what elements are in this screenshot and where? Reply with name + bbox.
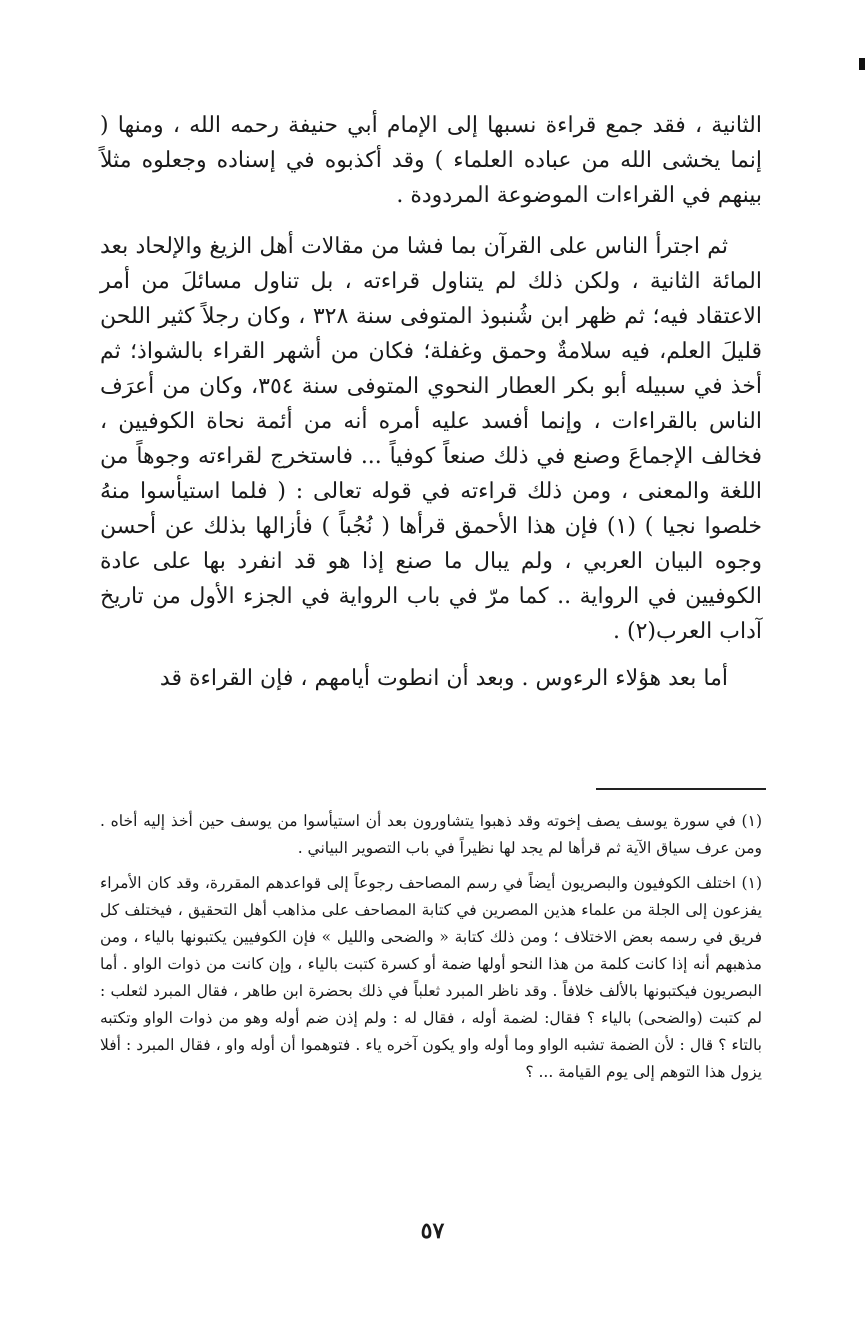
footnote-separator [596, 788, 766, 790]
page-number: ٥٧ [420, 1218, 445, 1244]
paragraph-1: الثانية ، فقد جمع قراءة نسبها إلى الإمام أبي حنيفة رحمه الله ، ومنها ( إنما يخشى الله من عباده العلماء ) وقد أكذبوه في إسناده وجعلوه مثلاً بينهم في القراءات الموضوعة المردودة . [100, 113, 762, 208]
paragraph-3: أما بعد هؤلاء الرءوس . وبعد أن انطوت أيامهم ، فإن القراءة قد [159, 666, 728, 691]
paragraph-2: ثم اجترأ الناس على القرآن بما فشا من مقالات أهل الزيغ والإلحاد بعد المائة الثانية ، ولكن ذلك لم يتناول قراءته ، بل تناول مسائلَ من أمر الاعتقاد فيه؛ ثم ظهر ابن شُنبوذ المتوفى سنة ٣٢٨ ، وكان رجلاً كثير اللحن قليلَ العلم، فيه سلامةٌ وحمق وغفلة؛ فكان من أشهر القراء بالشواذ؛ ثم أخذ في سبيله أبو بكر العطار النحوي المتوفى سنة ٣٥٤، وكان من أعرَف الناس بالقراءات ، وإنما أفسد عليه أمره أنه من أئمة نحاة الكوفيين ، فخالف الإجماعَ وصنع في ذلك صنعاً كوفياً ... فاستخرج لقراءته وجوهاً من اللغة والمعنى ، ومن ذلك قراءته في قوله تعالى : ( فلما استيأسوا منهُ خلصوا نجيا ) (١) فإن هذا الأحمق قرأها ( نُجُباً ) فأزالها بذلك عن أحسن وجوه البيان العربي ، ولم يبال ما صنع إذا هو قد انفرد بها على عادة الكوفيين في الرواية .. كما مرّ في باب الرواية في الجزء الأول من تاريخ آداب العرب(٢) . [100, 234, 763, 644]
footnote-1: (١) في سورة يوسف يصف إخوته وقد ذهبوا يتشاورون بعد أن استيأسوا من يوسف حين أخذ إليه أخاه . ومن عرف سياق الآية ثم قرأها لم يجد لها نظيراً في باب التصوير البياني . [100, 812, 762, 857]
footnote-2: (١) اختلف الكوفيون والبصريون أيضاً في رسم المصاحف رجوعاً إلى قواعدهم المقررة، وقد كان الأمراء يفزعون إلى الجلة من علماء هذين المصرين في كتابة المصاحف على مذاهب أهل التحقيق ، فيختلف كل فريق في رسمه بعض الاختلاف ؛ ومن ذلك كتابة « والضحى والليل » فإن الكوفيين يكتبونها بالياء ، ومن مذهبهم أنه إذا كانت كلمة من هذا النحو أولها ضمة أو كسرة كتبت بالياء ، وإن كانت من ذوات الواو . أما البصريون فيكتبونها بالألف خلافاً . وقد ناظر المبرد ثعلباً في ذلك بحضرة ابن طاهر ، فقال المبرد لثعلب : لم كتبت (والضحى) بالياء ؟ فقال: لضمة أوله ، فقال له : ولم إذن ضم أوله وهو من ذوات الواو وتكتبه بالتاء ؟ قال : لأن الضمة تشبه الواو وما أوله واو يكون آخره ياء . فتوهموا أن أوله واو ، فقال المبرد : أفلا يزول هذا التوهم إلى يوم القيامة ... ؟ [100, 874, 762, 1081]
scan-edge-mark [859, 58, 865, 70]
footnotes [100, 808, 762, 1092]
main-text [100, 108, 762, 706]
